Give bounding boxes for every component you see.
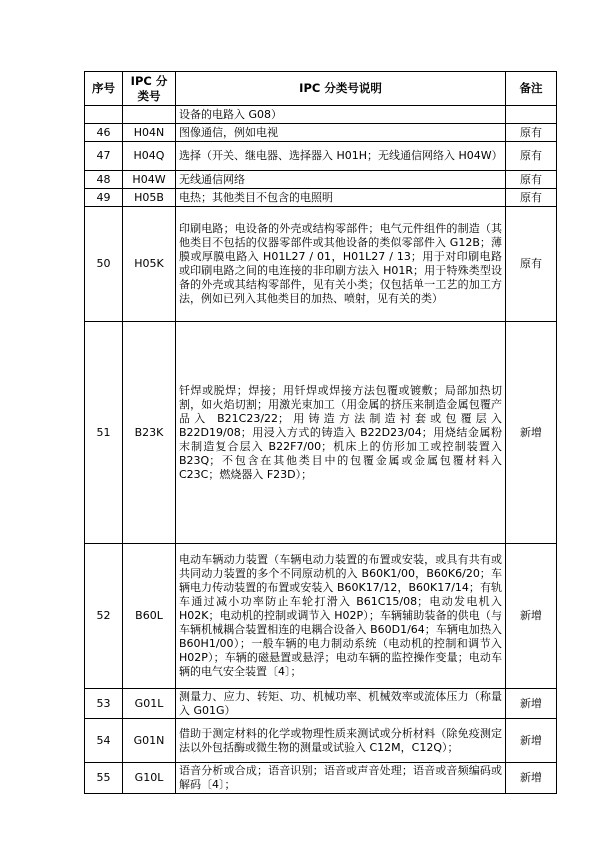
header-note: 备注 [506, 72, 557, 106]
row-no: 48 [85, 171, 123, 189]
row-no: 50 [85, 207, 123, 322]
row-code: H04Q [123, 142, 176, 171]
header-code: IPC 分类号 [123, 72, 176, 106]
row-no: 47 [85, 142, 123, 171]
row-desc: 电动车辆动力装置（车辆电动力装置的布置或安装，或具有共有或共同动力装置的多个不同原动机的入 B60K1/00，B60K6/20；车辆电力传动装置的布置或安装入 B60K17/12，B60K17/14；有轨车通过减小功率防止车轮打滑入 B61C15/08；电动发电机入 H02K；电动机的控制或调节入 H02P）；车辆辅助装备的供电（与车辆机械耦合装置相连的电耦合设备入 B60D1/64；车辆电加热入 B60H1/00）；一般车辆的电力制动系统（电动机的控制和调节入 H02P）；车辆的磁悬置或悬浮；电动车辆的监控操作变量；电动车辆的电气安全装置〔4〕； [176, 544, 506, 689]
row-no: 54 [85, 719, 123, 763]
row-desc: 语音分析或合成；语音识别；语音或声音处理；语音或音频编码或解码〔4〕； [176, 763, 506, 794]
row-note: 新增 [506, 544, 557, 689]
continuation-row [85, 106, 557, 124]
table-row [85, 763, 557, 794]
table-row [85, 322, 557, 544]
row-note: 原有 [506, 189, 557, 207]
row-no: 52 [85, 544, 123, 689]
row-note: 新增 [506, 322, 557, 544]
row-code: H05K [123, 207, 176, 322]
row-note: 新增 [506, 719, 557, 763]
row-no: 46 [85, 124, 123, 142]
row-desc: 借助于测定材料的化学或物理性质来测试或分析材料（除免疫测定法以外包括酶或微生物的测量或试验入 C12M，C12Q）； [176, 719, 506, 763]
row-desc: 选择（开关、继电器、选择器入 H01H；无线通信网络入 H04W） [176, 142, 506, 171]
header-no: 序号 [85, 72, 123, 106]
table-header-row [85, 72, 557, 106]
row-desc: 电热；其他类目不包含的电照明 [176, 189, 506, 207]
table-row [85, 124, 557, 142]
row-no: 51 [85, 322, 123, 544]
row-no: 49 [85, 189, 123, 207]
row-code: B23K [123, 322, 176, 544]
table-row [85, 719, 557, 763]
row-note: 新增 [506, 763, 557, 794]
row-code: G10L [123, 763, 176, 794]
ipc-classification-table [84, 71, 557, 794]
row-no: 53 [85, 689, 123, 719]
continuation-text: 设备的电路入 G08） [176, 106, 506, 124]
row-note: 原有 [506, 124, 557, 142]
table-row [85, 142, 557, 171]
row-desc: 测量力、应力、转矩、功、机械功率、机械效率或流体压力（称量入 G01G） [176, 689, 506, 719]
row-desc: 无线通信网络 [176, 171, 506, 189]
row-desc: 图像通信，例如电视 [176, 124, 506, 142]
table-row [85, 171, 557, 189]
table-row [85, 544, 557, 689]
row-code: B60L [123, 544, 176, 689]
table-row [85, 189, 557, 207]
row-code: G01N [123, 719, 176, 763]
table-row [85, 207, 557, 322]
row-no: 55 [85, 763, 123, 794]
row-code: H04N [123, 124, 176, 142]
row-code: H05B [123, 189, 176, 207]
header-desc: IPC 分类号说明 [176, 72, 506, 106]
row-note: 新增 [506, 689, 557, 719]
row-code: H04W [123, 171, 176, 189]
row-note: 原有 [506, 171, 557, 189]
row-note: 原有 [506, 142, 557, 171]
table-row [85, 689, 557, 719]
row-desc: 印刷电路；电设备的外壳或结构零部件；电气元件组件的制造（其他类目不包括的仪器零部件或其他设备的类似零部件入 G12B；薄膜或厚膜电路入 H01L27 / 01，H01L27 / 13；用于对印刷电路或印刷电路之间的电连接的非印刷方法入 H01R；用于特殊类型设备的外壳或其结构零部件，见有关小类；仅包括单一工艺的加工方法，例如已列入其他类目的加热、喷射，见有关的类） [176, 207, 506, 322]
row-code: G01L [123, 689, 176, 719]
row-note: 原有 [506, 207, 557, 322]
row-desc: 钎焊或脱焊；焊接；用钎焊或焊接方法包覆或镀敷；局部加热切割，如火焰切割；用激光束加工（用金属的挤压来制造金属包覆产品入 B21C23/22；用铸造方法制造衬套或包覆层入 B22D19/08；用浸入方式的铸造入 B22D23/04；用烧结金属粉末制造复合层入 B22F7/00；机床上的仿形加工或控制装置入 B23Q；不包含在其他类目中的包覆金属或金属包覆材料入 C23C；燃烧器入 F23D）； [176, 322, 506, 544]
